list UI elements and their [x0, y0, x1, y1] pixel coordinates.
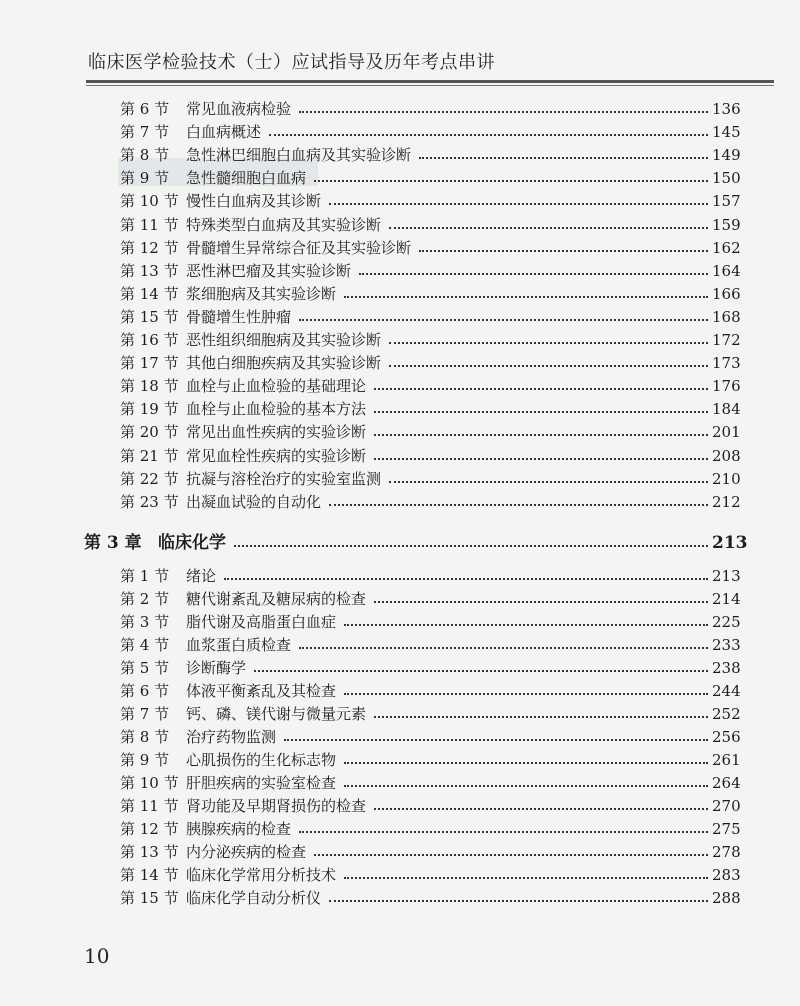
section-number: 第 12 节	[120, 238, 179, 257]
page-ref: 288	[712, 889, 741, 907]
dot-leader	[359, 273, 708, 275]
section-title: 脂代谢及高脂蛋白血症	[186, 613, 337, 631]
section-title: 骨髓增生异常综合征及其实验诊断	[186, 238, 412, 257]
section-number: 第 6 节	[120, 100, 170, 118]
toc-section-entry	[120, 814, 740, 838]
page-ref: 213	[712, 533, 748, 553]
section-number: 第 7 节	[120, 705, 170, 723]
section-number: 第 9 节	[120, 751, 170, 769]
toc-section-entry	[120, 653, 740, 677]
dot-leader	[374, 434, 708, 436]
page-ref: 208	[712, 446, 741, 465]
page-ref: 176	[712, 377, 741, 396]
page-ref: 201	[712, 423, 741, 442]
section-title: 钙、磷、镁代谢与微量元素	[186, 705, 367, 723]
dot-leader	[419, 250, 708, 252]
section-number: 第 21 节	[120, 446, 179, 465]
section-number: 第 15 节	[120, 889, 179, 907]
section-title: 血栓与止血检验的基础理论	[186, 377, 367, 396]
dot-leader	[299, 111, 708, 113]
page-ref: 252	[712, 705, 741, 723]
dot-leader	[314, 180, 708, 182]
section-title: 骨髓增生性肿瘤	[186, 307, 292, 326]
section-title: 白血病概述	[186, 123, 262, 142]
page-ref: 256	[712, 728, 741, 746]
section-number: 第 11 节	[120, 797, 179, 815]
page-ref: 184	[712, 400, 741, 419]
toc-section-entry	[120, 163, 740, 187]
section-title: 慢性白血病及其诊断	[186, 192, 322, 211]
dot-leader	[374, 458, 708, 460]
section-title: 恶性组织细胞病及其实验诊断	[186, 331, 382, 349]
section-title: 治疗药物监测	[186, 728, 277, 746]
page-ref: 166	[712, 284, 741, 303]
toc-section-entry	[120, 117, 740, 141]
dot-leader	[374, 388, 708, 390]
toc-section-entry	[120, 607, 740, 631]
section-title: 常见血栓性疾病的实验诊断	[186, 446, 367, 465]
page-ref: 136	[712, 100, 741, 118]
section-title: 常见出血性疾病的实验诊断	[186, 423, 367, 442]
toc-section-entry	[120, 745, 740, 769]
section-number: 第 14 节	[120, 866, 179, 884]
dot-leader	[299, 831, 708, 833]
toc-section-entry	[120, 441, 740, 465]
toc-section-entry	[120, 210, 740, 234]
section-title: 诊断酶学	[186, 659, 247, 677]
page-ref: 162	[712, 238, 741, 257]
dot-leader	[329, 203, 708, 205]
toc-section-entry	[120, 699, 740, 723]
dot-leader	[374, 808, 708, 810]
section-title: 心肌损伤的生化标志物	[186, 751, 337, 769]
section-title: 急性髓细胞白血病	[186, 169, 307, 188]
page-ref: 233	[712, 636, 741, 654]
page-ref: 214	[712, 590, 741, 608]
page-ref: 270	[712, 797, 741, 815]
toc-section-entry	[120, 630, 740, 654]
toc-section-entry	[120, 676, 740, 700]
section-title: 临床化学常用分析技术	[186, 866, 337, 884]
toc-section-entry	[120, 186, 740, 210]
toc-section-entry	[120, 791, 740, 815]
dot-leader	[389, 342, 708, 344]
section-number: 第 12 节	[120, 820, 179, 838]
page-ref: 283	[712, 866, 741, 884]
section-title: 绪论	[186, 567, 217, 585]
toc-section-entry	[120, 348, 740, 372]
toc-section-entry	[120, 302, 740, 326]
toc-section-entry	[120, 768, 740, 792]
section-title: 急性淋巴细胞白血病及其实验诊断	[186, 146, 412, 165]
dot-leader	[344, 762, 708, 764]
section-title: 其他白细胞疾病及其实验诊断	[186, 354, 382, 373]
toc-section-entry	[120, 140, 740, 164]
toc-section-entry	[120, 325, 740, 349]
page-ref: 159	[712, 215, 741, 234]
section-number: 第 13 节	[120, 843, 179, 861]
toc-section-entry	[120, 584, 740, 608]
toc-section-entry	[120, 860, 740, 884]
toc-section-entry	[120, 279, 740, 303]
section-number: 第 13 节	[120, 261, 179, 280]
section-number: 第 22 节	[120, 469, 179, 488]
toc-section-entry	[120, 722, 740, 746]
page-ref: 145	[712, 123, 741, 142]
page-ref: 210	[712, 469, 741, 488]
page-ref: 172	[712, 331, 741, 349]
page-ref: 157	[712, 192, 741, 211]
page-ref: 168	[712, 307, 741, 326]
section-title: 肾功能及早期肾损伤的检查	[186, 797, 367, 815]
section-title: 血栓与止血检验的基本方法	[186, 400, 367, 419]
toc-section-entry	[120, 883, 740, 907]
toc-chapter-entry	[84, 528, 748, 553]
dot-leader	[374, 601, 708, 603]
dot-leader	[329, 900, 708, 902]
section-title: 糖代谢紊乱及糖尿病的检查	[186, 590, 367, 608]
section-title: 胰腺疾病的检查	[186, 820, 292, 838]
dot-leader	[344, 877, 708, 879]
section-number: 第 10 节	[120, 192, 179, 211]
page-ref: 225	[712, 613, 741, 631]
section-title: 临床化学自动分析仪	[186, 889, 322, 907]
toc-section-entry	[120, 837, 740, 861]
section-number: 第 6 节	[120, 682, 170, 700]
section-number: 第 19 节	[120, 400, 179, 419]
toc-section-entry	[120, 256, 740, 280]
section-title: 内分泌疾病的检查	[186, 843, 307, 861]
section-title: 抗凝与溶栓治疗的实验室监测	[186, 469, 382, 488]
toc-section-entry	[120, 371, 740, 395]
toc-section-entry	[120, 487, 740, 511]
toc-section-entry	[120, 464, 740, 488]
page-ref: 149	[712, 146, 741, 165]
section-number: 第 3 章	[84, 533, 142, 553]
section-number: 第 5 节	[120, 659, 170, 677]
dot-leader	[374, 716, 708, 718]
dot-leader	[284, 739, 708, 741]
section-title: 体液平衡紊乱及其检查	[186, 682, 337, 700]
toc-section-entry	[120, 233, 740, 257]
page-ref: 264	[712, 774, 741, 792]
page-ref: 244	[712, 682, 741, 700]
section-title: 常见血液病检验	[186, 100, 292, 118]
page-ref: 164	[712, 261, 741, 280]
dot-leader	[389, 365, 708, 367]
section-title: 肝胆疾病的实验室检查	[186, 774, 337, 792]
dot-leader	[419, 157, 708, 159]
section-number: 第 14 节	[120, 284, 179, 303]
running-header: 临床医学检验技术（士）应试指导及历年考点串讲	[88, 52, 495, 73]
toc-section-entry	[120, 94, 740, 118]
toc-section-entry	[120, 561, 740, 585]
dot-leader	[344, 693, 708, 695]
dot-leader	[389, 481, 708, 483]
dot-leader	[269, 134, 708, 136]
page-ref: 261	[712, 751, 741, 769]
dot-leader	[254, 670, 708, 672]
section-number: 第 11 节	[120, 215, 179, 234]
page-ref: 213	[712, 567, 741, 585]
section-number: 第 3 节	[120, 613, 170, 631]
dot-leader	[234, 545, 708, 547]
section-number: 第 1 节	[120, 567, 170, 585]
section-number: 第 9 节	[120, 169, 170, 188]
dot-leader	[299, 647, 708, 649]
section-number: 第 15 节	[120, 307, 179, 326]
section-title: 浆细胞病及其实验诊断	[186, 284, 337, 303]
page-number: 10	[84, 944, 110, 968]
page-ref: 238	[712, 659, 741, 677]
section-number: 第 17 节	[120, 354, 179, 373]
section-number: 第 18 节	[120, 377, 179, 396]
dot-leader	[329, 504, 708, 506]
section-number: 第 23 节	[120, 492, 179, 511]
page-ref: 278	[712, 843, 741, 861]
section-number: 第 7 节	[120, 123, 170, 142]
page-ref: 173	[712, 354, 741, 373]
section-number: 第 20 节	[120, 423, 179, 442]
section-title: 特殊类型白血病及其实验诊断	[186, 215, 382, 234]
dot-leader	[344, 296, 708, 298]
section-number: 第 8 节	[120, 146, 170, 165]
dot-leader	[299, 319, 708, 321]
toc-section-entry	[120, 417, 740, 441]
section-number: 第 4 节	[120, 636, 170, 654]
dot-leader	[314, 854, 708, 856]
section-number: 第 10 节	[120, 774, 179, 792]
dot-leader	[224, 578, 708, 580]
section-number: 第 16 节	[120, 331, 179, 349]
page-ref: 275	[712, 820, 741, 838]
section-number: 第 2 节	[120, 590, 170, 608]
section-title: 出凝血试验的自动化	[186, 492, 322, 511]
section-title: 临床化学	[158, 533, 226, 553]
toc-section-entry	[120, 394, 740, 418]
section-title: 恶性淋巴瘤及其实验诊断	[186, 261, 352, 280]
section-number: 第 8 节	[120, 728, 170, 746]
page-ref: 150	[712, 169, 741, 188]
section-title: 血浆蛋白质检查	[186, 636, 292, 654]
page-ref: 212	[712, 492, 741, 511]
dot-leader	[389, 227, 708, 229]
dot-leader	[344, 785, 708, 787]
dot-leader	[344, 624, 708, 626]
dot-leader	[374, 411, 708, 413]
